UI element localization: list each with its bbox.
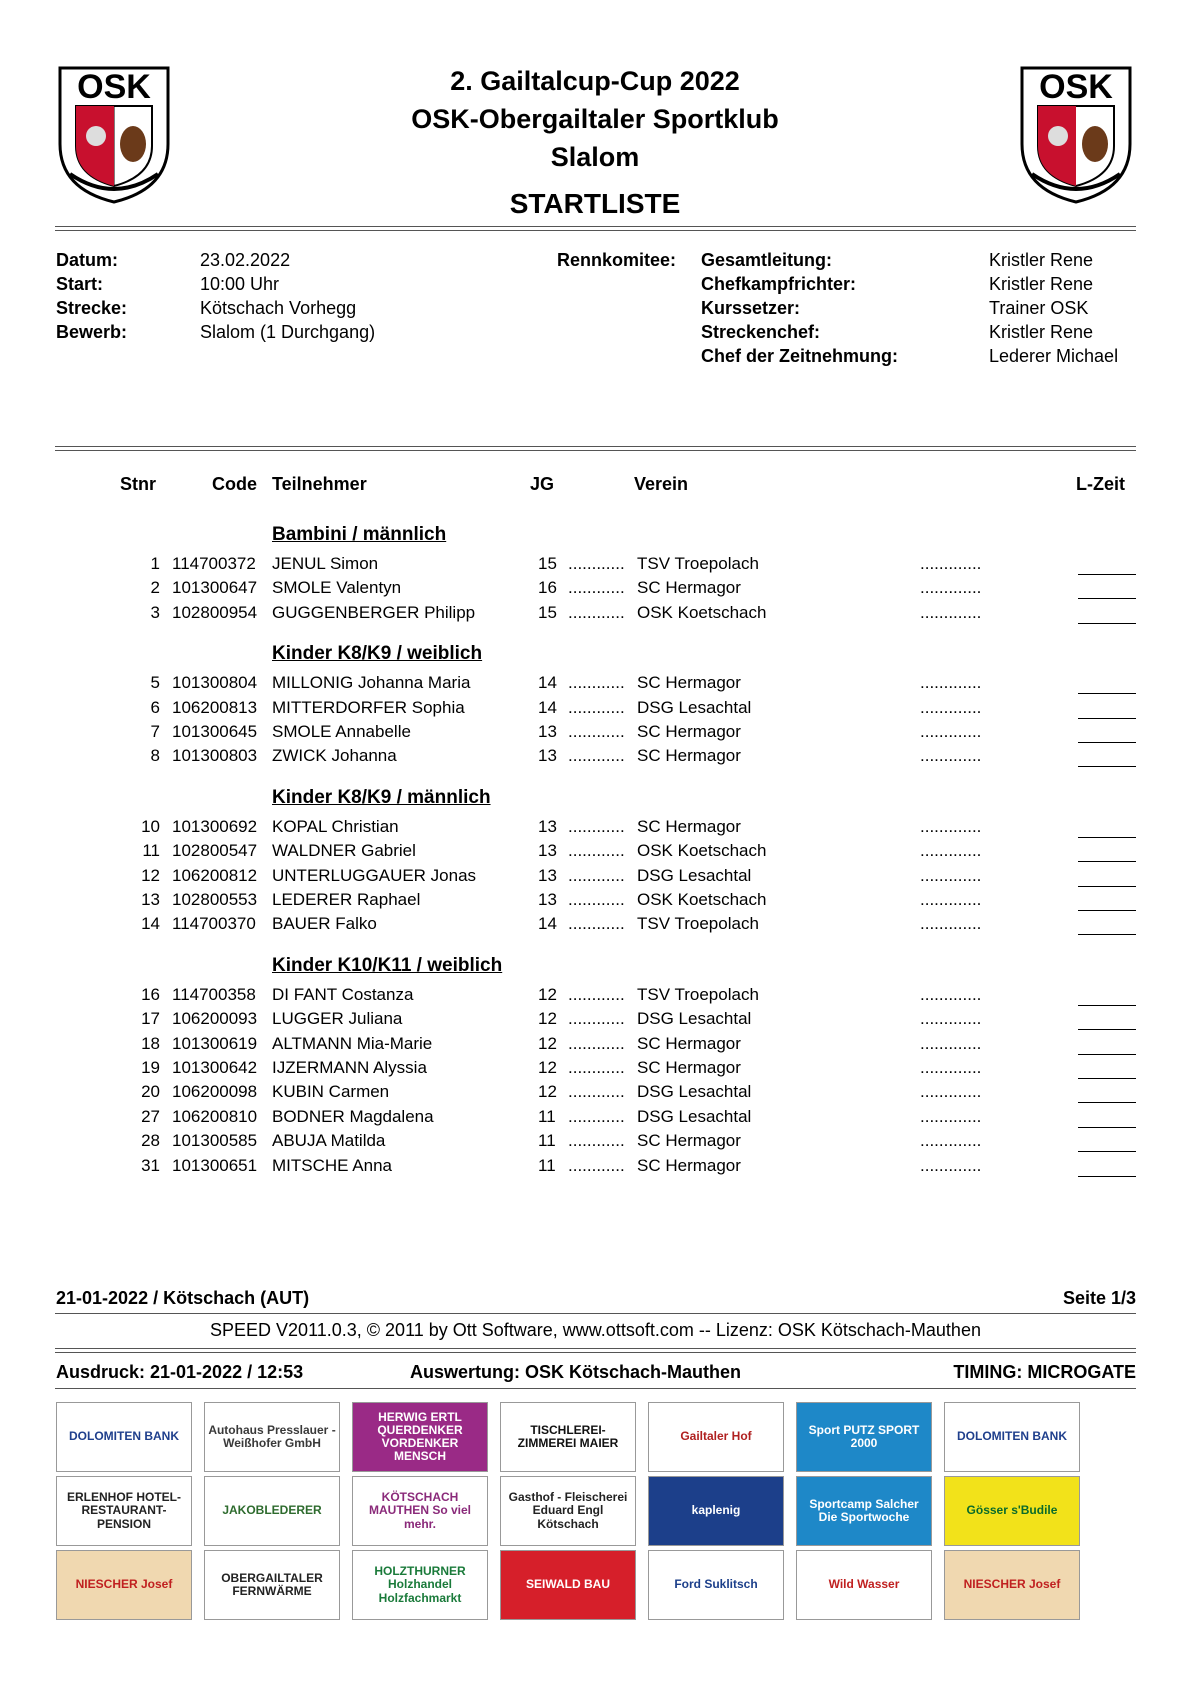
col-time: L-Zeit <box>1076 474 1125 494</box>
club-name: DSG Lesachtal <box>637 1009 752 1029</box>
divider <box>55 226 1136 231</box>
athlete-code: 102800553 <box>172 890 258 909</box>
start-number: 12 <box>141 865 160 885</box>
athlete-name: ALTMANN Mia-Marie <box>272 1033 433 1053</box>
club-name: SC Hermagor <box>637 1155 741 1175</box>
athlete-name: LUGGER Juliana <box>272 1009 403 1029</box>
start-number: 13 <box>141 890 160 909</box>
start-number: 19 <box>141 1058 160 1077</box>
start-number: 3 <box>150 602 160 622</box>
leader-dots: ............ <box>568 914 625 934</box>
start-number: 6 <box>150 697 160 717</box>
athlete-code: 106200813 <box>172 697 258 717</box>
athlete-code: 101300619 <box>172 1033 258 1053</box>
athlete-code: 114700372 <box>172 554 256 573</box>
club-name: SC Hermagor <box>637 1033 741 1053</box>
leader-dots: ............ <box>568 673 625 693</box>
athlete-code: 101300651 <box>172 1155 258 1175</box>
athlete-code: 106200812 <box>172 865 258 885</box>
sponsor-logo: OBERGAILTALER FERNWÄRME <box>204 1550 340 1620</box>
birth-year: 15 <box>538 602 557 622</box>
sponsor-logo: Sportcamp Salcher Die Sportwoche <box>796 1476 932 1546</box>
leader-dots: ............ <box>568 890 625 909</box>
birth-year: 12 <box>538 984 557 1004</box>
athlete-code: 106200098 <box>172 1082 258 1102</box>
leader-dots: ............. <box>920 1058 982 1077</box>
start-number: 14 <box>141 914 160 934</box>
divider <box>55 1348 1136 1353</box>
start-number: 28 <box>141 1131 160 1151</box>
birth-year: 13 <box>538 746 557 766</box>
sponsor-logo: HOLZTHURNER Holzhandel Holzfachmarkt <box>352 1550 488 1620</box>
leader-dots: ............. <box>920 673 982 693</box>
athlete-name: KOPAL Christian <box>272 816 399 836</box>
time-blank-line <box>1078 1066 1136 1079</box>
athlete-name: MITSCHE Anna <box>272 1155 392 1175</box>
info-values-right: Kristler Rene Kristler Rene Trainer OSK Kristler Rene Lederer Michael <box>989 250 1119 366</box>
leader-dots: ............. <box>920 697 982 717</box>
birth-year: 14 <box>538 673 557 693</box>
athlete-code: 101300692 <box>172 816 258 836</box>
time-blank-line <box>1078 1164 1136 1177</box>
start-number: 16 <box>141 984 160 1004</box>
sponsor-logo: SEIWALD BAU <box>500 1550 636 1620</box>
club-name: OSK Koetschach <box>637 602 767 622</box>
leader-dots: ............. <box>920 841 982 861</box>
category-heading: Kinder K8/K9 / weiblich <box>272 643 483 665</box>
table-row <box>0 914 1190 938</box>
table-row <box>0 890 1190 914</box>
time-blank-line <box>1078 754 1136 767</box>
leader-dots: ............. <box>920 984 982 1004</box>
discipline-title: Slalom <box>550 142 640 172</box>
start-number: 18 <box>141 1033 160 1053</box>
col-jg: JG <box>530 474 555 494</box>
club-name: SC Hermagor <box>637 1058 741 1077</box>
time-blank-line <box>1078 849 1136 862</box>
sponsor-logo: ERLENHOF HOTEL-RESTAURANT-PENSION <box>56 1476 192 1546</box>
athlete-code: 101300642 <box>172 1058 258 1077</box>
time-blank-line <box>1078 898 1136 911</box>
leader-dots: ............. <box>920 578 982 598</box>
sponsor-logo: kaplenig <box>648 1476 784 1546</box>
divider <box>55 1313 1136 1314</box>
athlete-name: SMOLE Annabelle <box>272 722 411 741</box>
sponsor-logo: Ford Suklitsch <box>648 1550 784 1620</box>
leader-dots: ............ <box>568 984 625 1004</box>
event-title: 2. Gailtalcup-Cup 2022 <box>450 66 740 96</box>
leader-dots: ............. <box>920 722 982 741</box>
athlete-code: 101300585 <box>172 1131 258 1151</box>
club-name: SC Hermagor <box>637 816 741 836</box>
table-row <box>0 603 1190 627</box>
athlete-code: 101300803 <box>172 746 258 766</box>
osk-logo-right <box>1018 64 1134 204</box>
footer-evaluation: Auswertung: OSK Kötschach-Mauthen <box>410 1362 742 1382</box>
time-blank-line <box>1078 993 1136 1006</box>
birth-year: 14 <box>538 914 557 934</box>
birth-year: 12 <box>538 1009 557 1029</box>
footer-page: Seite 1/3 <box>1062 1288 1136 1308</box>
table-row <box>0 1009 1190 1033</box>
info-labels-right: Gesamtleitung: Chefkampfrichter: Kurssetzer: Streckenchef: Chef der Zeitnehmung: <box>701 250 898 366</box>
birth-year: 13 <box>538 865 557 885</box>
table-row <box>0 1082 1190 1106</box>
start-number: 20 <box>141 1082 160 1102</box>
footer-software: SPEED V2011.0.3, © 2011 by Ott Software, www.ottsoft.com -- Lizenz: OSK Kötschach-Mauthen <box>210 1320 981 1340</box>
time-blank-line <box>1078 681 1136 694</box>
table-row <box>0 554 1190 578</box>
table-row <box>0 1058 1190 1082</box>
birth-year: 13 <box>538 722 557 741</box>
athlete-name: BODNER Magdalena <box>272 1106 434 1126</box>
footer-date-place: 21-01-2022 / Kötschach (AUT) <box>56 1288 310 1308</box>
birth-year: 14 <box>538 697 557 717</box>
leader-dots: ............ <box>568 865 625 885</box>
time-blank-line <box>1078 874 1136 887</box>
info-labels-left: Datum: Start: Strecke: Bewerb: <box>56 250 128 342</box>
leader-dots: ............. <box>920 1033 982 1053</box>
club-name: SC Hermagor <box>637 1131 741 1151</box>
sponsor-logo: JAKOBLEDERER <box>204 1476 340 1546</box>
athlete-name: WALDNER Gabriel <box>272 841 416 861</box>
club-name: DSG Lesachtal <box>637 1082 752 1102</box>
time-blank-line <box>1078 922 1136 935</box>
birth-year: 13 <box>538 841 557 861</box>
start-number: 27 <box>141 1106 160 1126</box>
athlete-name: MITTERDORFER Sophia <box>272 697 465 717</box>
athlete-code: 102800954 <box>172 602 258 622</box>
leader-dots: ............ <box>568 1106 625 1126</box>
leader-dots: ............. <box>920 1131 982 1151</box>
athlete-name: SMOLE Valentyn <box>272 578 402 598</box>
table-row <box>0 698 1190 722</box>
start-number: 31 <box>141 1155 160 1175</box>
time-blank-line <box>1078 730 1136 743</box>
leader-dots: ............ <box>568 841 625 861</box>
athlete-name: IJZERMANN Alyssia <box>272 1058 427 1077</box>
start-number: 10 <box>141 816 160 836</box>
sponsor-logo: Gösser s'Budile <box>944 1476 1080 1546</box>
table-row <box>0 817 1190 841</box>
leader-dots: ............. <box>920 1009 982 1029</box>
birth-year: 12 <box>538 1033 557 1053</box>
time-blank-line <box>1078 586 1136 599</box>
leader-dots: ............ <box>568 816 625 836</box>
club-name: TSV Troepolach <box>637 914 759 934</box>
birth-year: 11 <box>538 1106 556 1126</box>
info-values-left: 23.02.2022 10:00 Uhr Kötschach Vorhegg Slalom (1 Durchgang) <box>200 250 376 342</box>
category-heading: Kinder K8/K9 / männlich <box>272 786 491 808</box>
athlete-name: LEDERER Raphael <box>272 890 421 909</box>
footer-printout: Ausdruck: 21-01-2022 / 12:53 <box>56 1362 304 1382</box>
divider <box>55 446 1136 451</box>
leader-dots: ............. <box>920 1155 982 1175</box>
time-blank-line <box>1078 562 1136 575</box>
athlete-name: BAUER Falko <box>272 914 377 934</box>
leader-dots: ............ <box>568 697 625 717</box>
athlete-code: 114700358 <box>172 984 256 1004</box>
birth-year: 12 <box>538 1058 557 1077</box>
leader-dots: ............. <box>920 816 982 836</box>
athlete-name: ABUJA Matilda <box>272 1131 386 1151</box>
category-heading: Bambini / männlich <box>272 524 447 545</box>
leader-dots: ............. <box>920 914 982 934</box>
col-name: Teilnehmer <box>272 474 367 494</box>
start-number: 1 <box>150 554 160 573</box>
club-name: TSV Troepolach <box>637 984 759 1004</box>
athlete-name: JENUL Simon <box>272 554 379 573</box>
birth-year: 16 <box>538 578 557 598</box>
leader-dots: ............. <box>920 890 982 909</box>
time-blank-line <box>1078 825 1136 838</box>
col-club: Verein <box>634 474 689 494</box>
time-blank-line <box>1078 706 1136 719</box>
birth-year: 13 <box>538 890 557 909</box>
svg-text:OSK: OSK <box>77 68 151 106</box>
leader-dots: ............. <box>920 602 982 622</box>
table-row <box>0 746 1190 770</box>
birth-year: 15 <box>538 554 557 573</box>
athlete-name: ZWICK Johanna <box>272 746 397 766</box>
table-row <box>0 1107 1190 1131</box>
club-name: SC Hermagor <box>637 722 741 741</box>
club-name: SC Hermagor <box>637 746 741 766</box>
time-blank-line <box>1078 1090 1136 1103</box>
start-number: 11 <box>142 841 160 861</box>
leader-dots: ............ <box>568 554 625 573</box>
birth-year: 12 <box>538 1082 557 1102</box>
time-blank-line <box>1078 1115 1136 1128</box>
time-blank-line <box>1078 1042 1136 1055</box>
athlete-name: GUGGENBERGER Philipp <box>272 602 476 622</box>
start-number: 2 <box>150 578 160 598</box>
start-number: 5 <box>150 673 160 693</box>
time-blank-line <box>1078 1139 1136 1152</box>
leader-dots: ............ <box>568 1131 625 1151</box>
sponsor-logo: Gailtaler Hof <box>648 1402 784 1472</box>
club-name: SC Hermagor <box>637 673 741 693</box>
table-row <box>0 985 1190 1009</box>
birth-year: 11 <box>538 1131 556 1151</box>
sponsor-logo: DOLOMITEN BANK <box>944 1402 1080 1472</box>
leader-dots: ............. <box>920 1106 982 1126</box>
leader-dots: ............. <box>920 746 982 766</box>
sponsor-logo: Gasthof - Fleischerei Eduard Engl Kötschach <box>500 1476 636 1546</box>
athlete-code: 102800547 <box>172 841 258 861</box>
leader-dots: ............. <box>920 1082 982 1102</box>
club-name: TSV Troepolach <box>637 554 759 573</box>
athlete-name: KUBIN Carmen <box>272 1082 390 1102</box>
divider <box>55 1388 1136 1389</box>
start-number: 8 <box>150 746 160 766</box>
leader-dots: ............ <box>568 1009 625 1029</box>
birth-year: 11 <box>538 1155 556 1175</box>
sponsor-logo: NIESCHER Josef <box>56 1550 192 1620</box>
table-row <box>0 1156 1190 1180</box>
leader-dots: ............ <box>568 1155 625 1175</box>
sponsor-logo: KÖTSCHACH MAUTHEN So viel mehr. <box>352 1476 488 1546</box>
table-row <box>0 1131 1190 1155</box>
sponsor-logo: HERWIG ERTL QUERDENKER VORDENKER MENSCH <box>352 1402 488 1472</box>
sponsor-logo: NIESCHER Josef <box>944 1550 1080 1620</box>
athlete-code: 101300804 <box>172 673 258 693</box>
osk-logo-left <box>56 64 172 204</box>
leader-dots: ............ <box>568 722 625 741</box>
athlete-name: UNTERLUGGAUER Jonas <box>272 865 477 885</box>
footer-timing: TIMING: MICROGATE <box>953 1362 1136 1382</box>
table-row <box>0 1034 1190 1058</box>
table-row <box>0 841 1190 865</box>
leader-dots: ............ <box>568 602 625 622</box>
athlete-code: 114700370 <box>172 914 256 934</box>
leader-dots: ............ <box>568 1082 625 1102</box>
leader-dots: ............. <box>920 865 982 885</box>
leader-dots: ............ <box>568 1033 625 1053</box>
leader-dots: ............ <box>568 1058 625 1077</box>
club-title: OSK-Obergailtaler Sportklub <box>411 104 779 134</box>
club-name: OSK Koetschach <box>637 890 767 909</box>
document-title: STARTLISTE <box>509 188 681 219</box>
sponsor-logo: Wild Wasser <box>796 1550 932 1620</box>
athlete-code: 106200810 <box>172 1106 258 1126</box>
athlete-code: 101300647 <box>172 578 258 598</box>
start-number: 17 <box>141 1009 160 1029</box>
sponsor-logo: DOLOMITEN BANK <box>56 1402 192 1472</box>
leader-dots: ............. <box>920 554 982 573</box>
table-row <box>0 578 1190 602</box>
birth-year: 13 <box>538 816 557 836</box>
svg-text:OSK: OSK <box>1039 68 1113 106</box>
sponsor-logo: TISCHLEREI-ZIMMEREI MAIER <box>500 1402 636 1472</box>
club-name: DSG Lesachtal <box>637 865 752 885</box>
athlete-code: 101300645 <box>172 722 258 741</box>
club-name: OSK Koetschach <box>637 841 767 861</box>
category-heading: Kinder K10/K11 / weiblich <box>272 954 503 976</box>
table-row <box>0 673 1190 697</box>
sponsor-logo: Autohaus Presslauer - Weißhofer GmbH <box>204 1402 340 1472</box>
rennkomitee-label: Rennkomitee: <box>557 250 677 270</box>
leader-dots: ............ <box>568 746 625 766</box>
club-name: DSG Lesachtal <box>637 1106 752 1126</box>
table-row <box>0 866 1190 890</box>
col-stnr: Stnr <box>120 474 156 494</box>
sponsor-logo: Sport PUTZ SPORT 2000 <box>796 1402 932 1472</box>
athlete-code: 106200093 <box>172 1009 258 1029</box>
start-number: 7 <box>150 722 160 741</box>
club-name: SC Hermagor <box>637 578 741 598</box>
club-name: DSG Lesachtal <box>637 697 752 717</box>
leader-dots: ............ <box>568 578 625 598</box>
athlete-name: DI FANT Costanza <box>272 984 414 1004</box>
athlete-name: MILLONIG Johanna Maria <box>272 673 471 693</box>
time-blank-line <box>1078 611 1136 624</box>
table-row <box>0 722 1190 746</box>
col-code: Code <box>212 474 257 494</box>
time-blank-line <box>1078 1017 1136 1030</box>
